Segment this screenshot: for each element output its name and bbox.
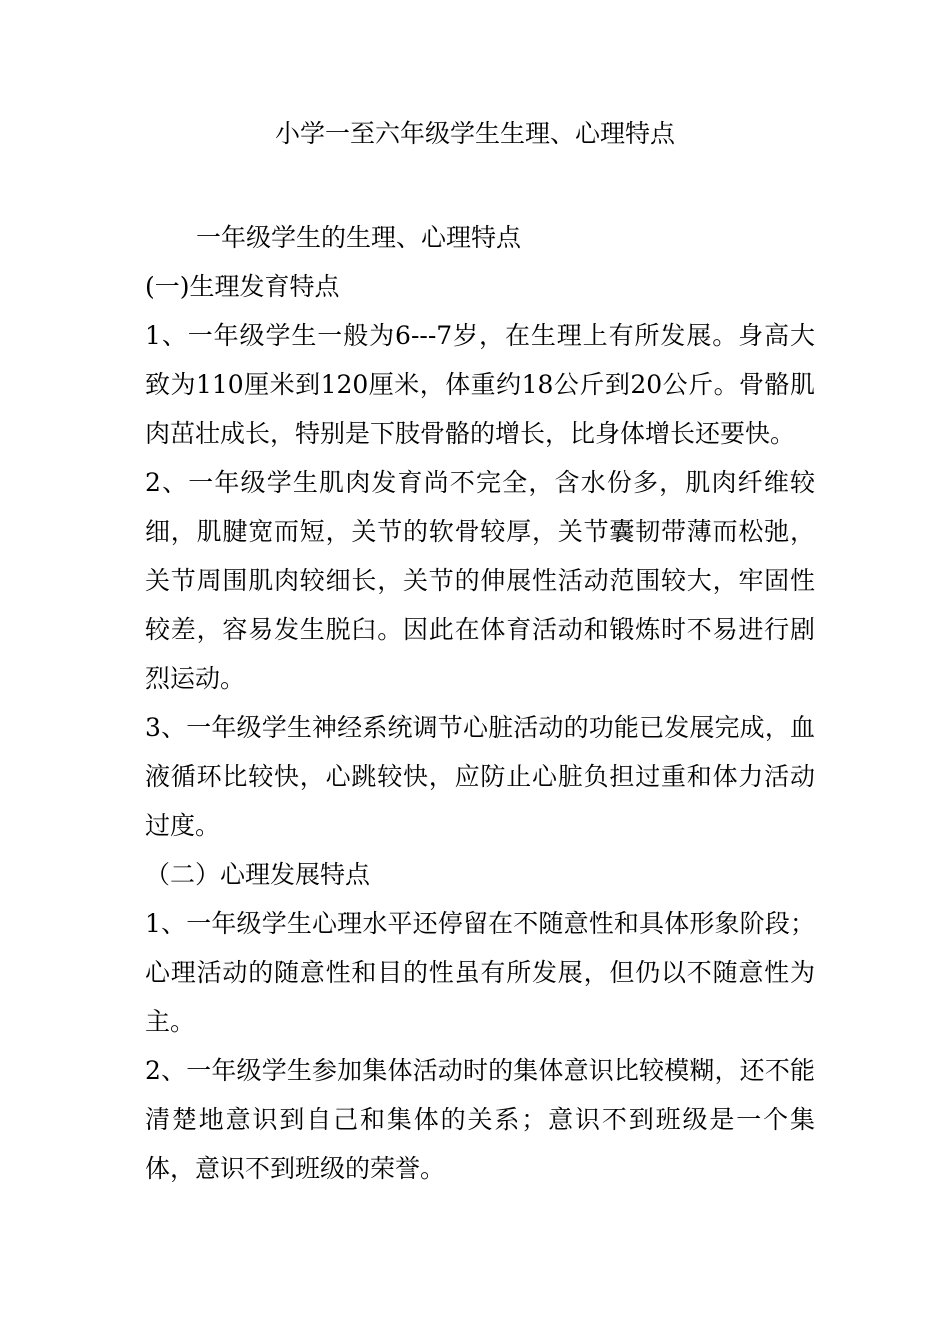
document-body: [145, 213, 815, 1193]
section-heading: 一年级学生的生理、心理特点: [196, 223, 522, 252]
document-title: 小学一至六年级学生生理、心理特点: [274, 119, 675, 148]
subsection-heading-psychological: （二）心理发展特点: [145, 860, 371, 889]
paragraph: 1、一年级学生一般为6---7岁，在生理上有所发展。身高大致为110厘米到120厘米，体重约18公斤到20公斤。骨骼肌肉茁壮成长，特别是下肢骨骼的增长，比身体增长还要快。: [145, 321, 815, 448]
paragraph: 1、一年级学生心理水平还停留在不随意性和具体形象阶段；心理活动的随意性和目的性虽有所发展，但仍以不随意性为主。: [145, 909, 815, 1036]
subsection-heading-physical: (一)生理发育特点: [145, 272, 340, 301]
paragraph: 2、一年级学生肌肉发育尚不完全，含水份多，肌肉纤维较细，肌腱宽而短，关节的软骨较厚，关节囊韧带薄而松弛，关节周围肌肉较细长，关节的伸展性活动范围较大，牢固性较差，容易发生脱臼。因此在体育活动和锻炼时不易进行剧烈运动。: [145, 468, 815, 693]
paragraph: 3、一年级学生神经系统调节心脏活动的功能已发展完成，血液循环比较快，心跳较快，应防止心脏负担过重和体力活动过度。: [145, 713, 815, 840]
paragraph: 2、一年级学生参加集体活动时的集体意识比较模糊，还不能清楚地意识到自己和集体的关系；意识不到班级是一个集体，意识不到班级的荣誉。: [145, 1056, 815, 1183]
